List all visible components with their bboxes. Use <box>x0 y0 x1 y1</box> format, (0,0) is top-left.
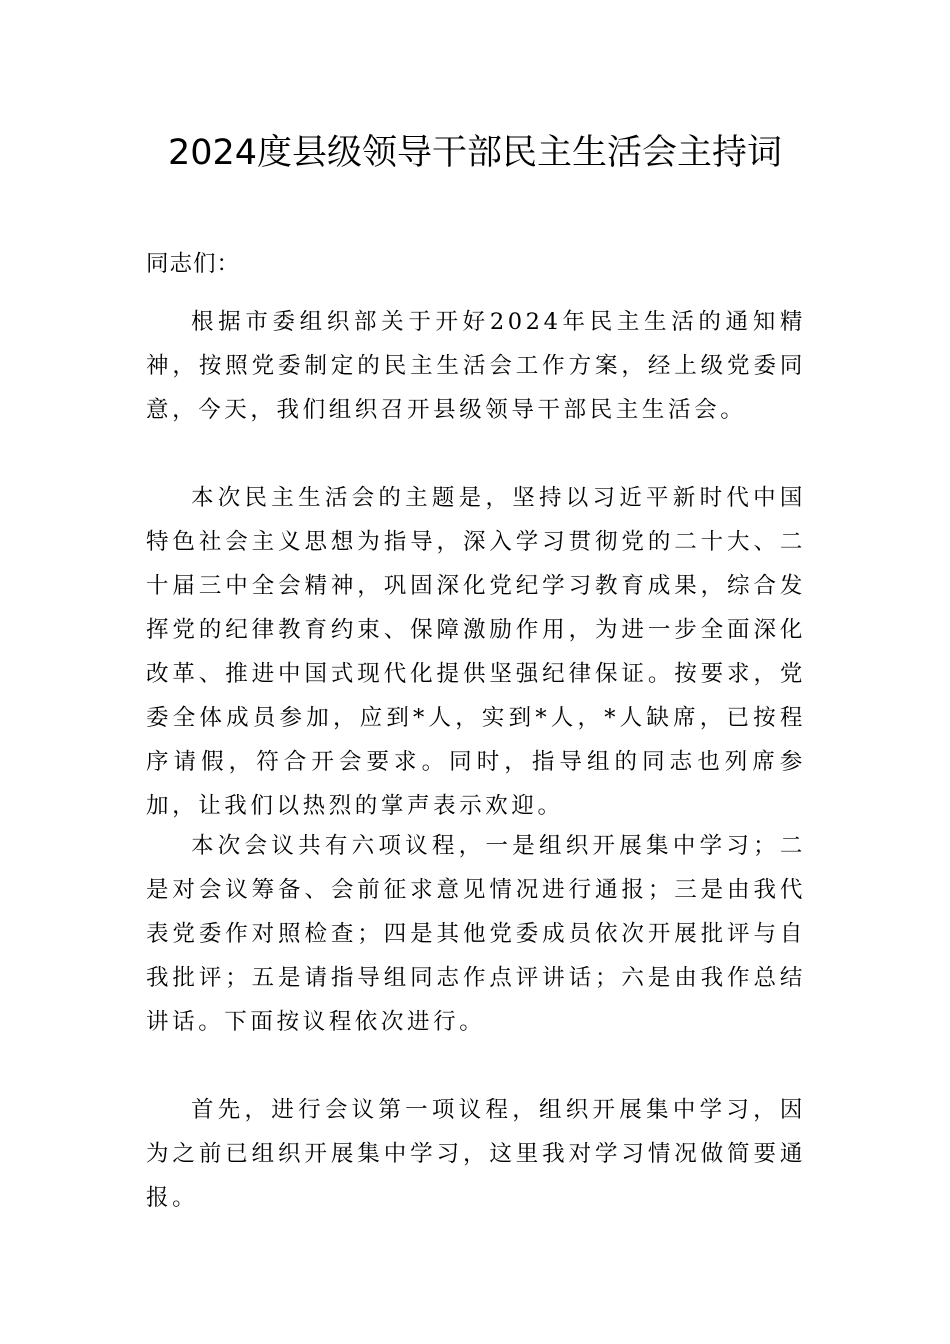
paragraph-meeting-theme: 本次民主生活会的主题是，坚持以习近平新时代中国特色社会主义思想为指导，深入学习贯彻党的二十大、二十届三中全会精神，巩固深化党纪学习教育成果，综合发挥党的纪律教育约束、保障激励作用，为进一步全面深化改革、推进中国式现代化提供坚强纪律保证。按要求，党委全体成员参加，应到*人，实到*人，*人缺席，已按程序请假，符合开会要求。同时，指导组的同志也列席参加，让我们以热烈的掌声表示欢迎。 <box>146 485 806 819</box>
salutation: 同志们： <box>146 251 241 277</box>
paragraph-first-agenda-item: 首先，进行会议第一项议程，组织开展集中学习，因为之前已组织开展集中学习，这里我对学习情况做简要通报。 <box>146 1097 806 1211</box>
paragraph-meeting-basis: 根据市委组织部关于开好2024年民主生活的通知精神，按照党委制定的民主生活会工作方案，经上级党委同意，今天，我们组织召开县级领导干部民主生活会。 <box>146 309 806 423</box>
document-title: 2024度县级领导干部民主生活会主持词 <box>167 133 783 173</box>
paragraph-agenda: 本次会议共有六项议程，一是组织开展集中学习；二是对会议筹备、会前征求意见情况进行通报；三是由我代表党委作对照检查；四是其他党委成员依次开展批评与自我批评；五是请指导组同志作点评讲话；六是由我作总结讲话。下面按议程依次进行。 <box>146 833 806 1035</box>
